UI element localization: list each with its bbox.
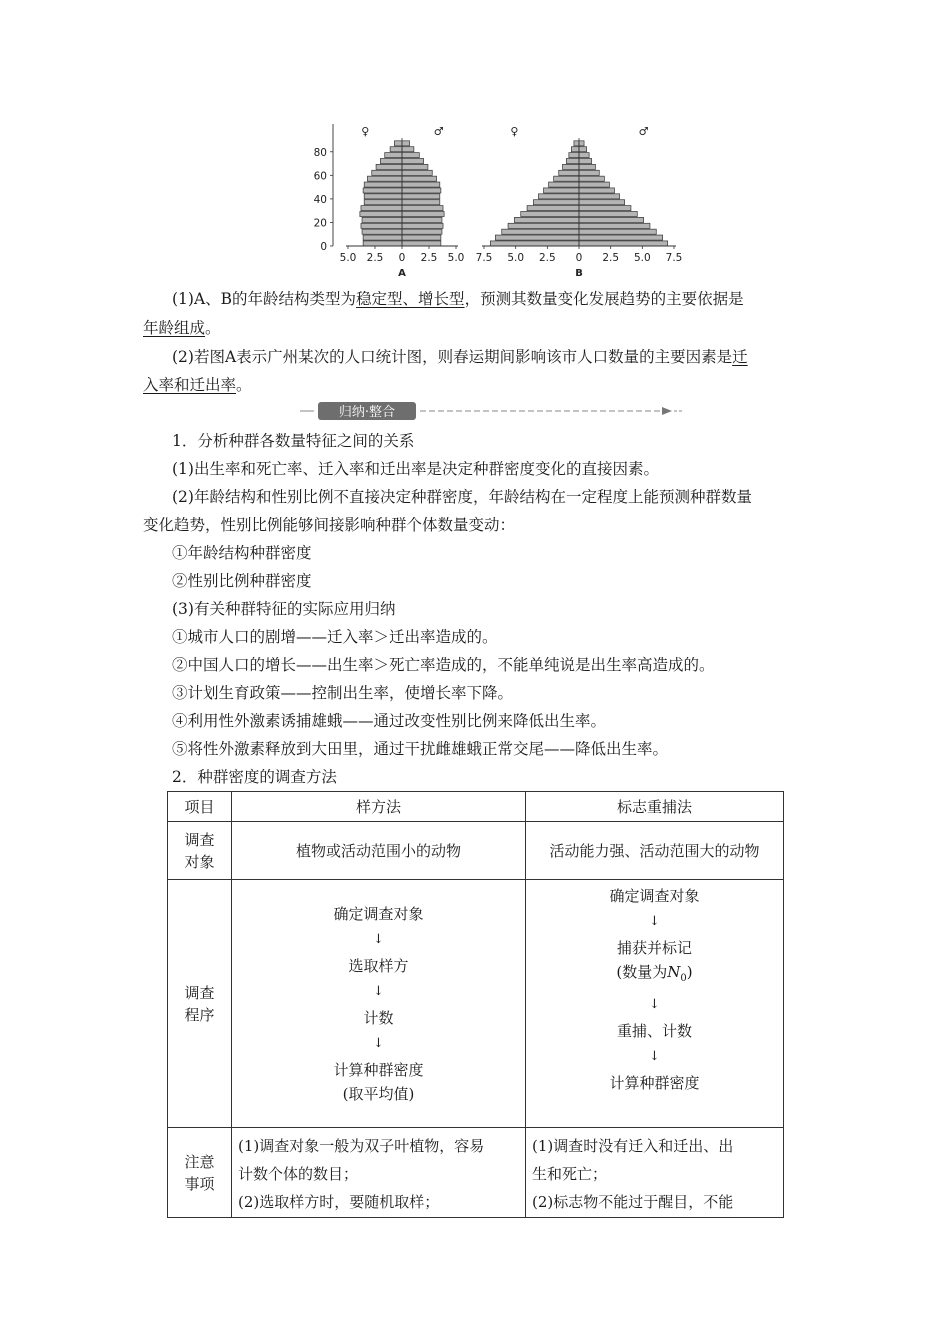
answer-2-underlined-b: 入率和迁出率 (143, 376, 237, 394)
bar-male-75 (402, 153, 419, 158)
answer-1-end: 。 (205, 319, 221, 337)
application-5: ⑤将性外激素释放到大田里，通过干扰雌雄蛾正常交尾——降低出生率。 (172, 740, 669, 758)
chart-label-A: A (398, 268, 406, 279)
x-tick-label: 0 (575, 252, 583, 264)
bar-female-40 (364, 194, 402, 199)
male-symbol-icon: ♂ (433, 125, 444, 138)
divider-arrow-icon (662, 407, 672, 415)
bar-female-70 (566, 158, 579, 163)
bar-male-65 (579, 164, 595, 169)
bar-female-45 (363, 188, 402, 193)
bar-male-85 (579, 141, 584, 146)
bar-female-45 (544, 188, 579, 193)
notes-mark-recapture (526, 1128, 784, 1218)
quadrat-step-2: 选取样方 (348, 956, 409, 975)
section-divider (300, 401, 690, 421)
bar-male-85 (402, 141, 410, 146)
bar-female-20 (362, 217, 402, 222)
application-3: ③计划生育政策——控制出生率，使增长率下降。 (172, 684, 514, 702)
bar-male-70 (579, 158, 592, 163)
note-suffix: ) (686, 963, 693, 981)
bar-female-35 (364, 200, 402, 205)
bar-male-50 (579, 182, 609, 187)
note-var: N (667, 963, 681, 981)
bar-female-15 (361, 223, 402, 228)
answer-1-line-1 (172, 288, 744, 310)
bar-male-45 (402, 188, 441, 193)
bar-male-40 (579, 194, 620, 199)
summary-para-1: (1)出生率和死亡率、迁入率和迁出率是决定种群密度变化的直接因素。 (172, 460, 659, 478)
bar-male-0 (579, 241, 668, 246)
bar-female-80 (571, 147, 579, 152)
mark-step-3: 重捕、计数 (616, 1022, 692, 1040)
male-symbol-icon: ♂ (638, 125, 649, 138)
y-tick-label: 40 (313, 193, 327, 206)
bar-male-15 (402, 223, 443, 228)
bar-male-20 (579, 217, 644, 222)
bar-male-10 (402, 229, 442, 234)
arrow-down-icon: ↓ (649, 997, 660, 1012)
x-tick-label: 7.5 (475, 252, 493, 264)
bar-female-25 (521, 211, 579, 216)
answer-2-line-1 (172, 346, 748, 368)
procedure-quadrat (232, 880, 526, 1128)
bar-female-20 (514, 217, 579, 222)
bar-female-85 (394, 141, 402, 146)
bar-male-5 (402, 235, 441, 240)
bar-male-80 (579, 147, 587, 152)
bar-female-50 (364, 182, 402, 187)
answer-1-prefix: (1)A、B的年龄结构类型为 (172, 290, 357, 308)
bar-male-35 (579, 200, 625, 205)
bar-female-5 (495, 235, 579, 240)
x-tick-label: 2.5 (602, 252, 620, 264)
bar-male-35 (402, 200, 440, 205)
y-tick-label: 0 (320, 241, 327, 253)
y-tick-label: 80 (313, 146, 327, 159)
header-item: 项目 (168, 792, 232, 822)
population-pyramid-charts (300, 118, 690, 288)
bar-female-85 (574, 141, 579, 146)
bar-male-75 (579, 153, 589, 158)
arrow-down-icon: ↓ (373, 1035, 384, 1051)
bar-female-40 (538, 194, 579, 199)
notes-quadrat-line-1: (1)调查对象一般为双子叶植物，容易 (238, 1137, 485, 1155)
bar-female-10 (362, 229, 402, 234)
summary-circle-1: ①年龄结构种群密度 (172, 544, 312, 562)
pyramid-chart-b (476, 125, 683, 279)
bar-female-55 (367, 176, 402, 181)
bar-female-65 (376, 164, 402, 169)
mark-step-2-note (616, 960, 692, 991)
divider-label: 归纳·整合 (338, 405, 396, 420)
mark-step-1: 确定调查对象 (609, 887, 700, 905)
bar-male-15 (579, 223, 650, 228)
answer-2-end: 。 (236, 376, 252, 394)
x-tick-label: 2.5 (538, 252, 556, 264)
note-prefix: (数量为 (616, 963, 668, 981)
application-2: ②中国人口的增长——出生率＞死亡率造成的，不能单纯说是出生率高造成的。 (172, 656, 715, 674)
bar-male-80 (402, 147, 414, 152)
arrow-down-icon: ↓ (373, 983, 384, 999)
bar-male-70 (402, 158, 424, 163)
summary-para-3: (3)有关种群特征的实际应用归纳 (172, 600, 396, 618)
x-tick-label: 7.5 (665, 252, 683, 264)
bar-female-70 (380, 158, 402, 163)
quadrat-step-1: 确定调查对象 (333, 904, 424, 923)
female-symbol-icon: ♀ (510, 125, 519, 138)
bar-female-50 (549, 182, 579, 187)
bar-male-40 (402, 194, 440, 199)
row-label-notes: 注意事项 (168, 1128, 232, 1218)
object-mark-recapture: 活动能力强、活动范围大的动物 (526, 822, 784, 880)
bar-female-0 (490, 241, 579, 246)
bar-female-25 (360, 211, 402, 216)
object-quadrat: 植物或活动范围小的动物 (232, 822, 526, 880)
x-tick-label: 2.5 (366, 252, 384, 264)
notes-quadrat-line-3: (2)选取样方时，要随机取样； (238, 1193, 440, 1211)
x-tick-label: 5.0 (339, 252, 357, 264)
header-mark-recapture: 标志重捕法 (526, 792, 784, 822)
bar-female-10 (502, 229, 579, 234)
table-row-procedure (168, 880, 784, 1128)
notes-mark-line-3: (2)标志物不能过于醒目，不能 (532, 1193, 734, 1211)
bar-male-25 (579, 211, 637, 216)
x-tick-label: 2.5 (420, 252, 438, 264)
bar-male-30 (402, 206, 443, 211)
row-label-object: 调查对象 (168, 822, 232, 880)
bar-male-50 (402, 182, 440, 187)
bar-male-60 (402, 170, 432, 175)
pyramid-chart-a (314, 124, 465, 279)
survey-methods-table (167, 791, 784, 1218)
bar-female-30 (527, 206, 579, 211)
quadrat-step-3: 计数 (363, 1008, 394, 1027)
application-1: ①城市人口的剧增——迁入率＞迁出率造成的。 (172, 628, 498, 646)
answer-2-underlined-a: 迁 (732, 348, 748, 366)
bar-female-80 (390, 147, 402, 152)
summary-heading-2: 2．种群密度的调查方法 (172, 768, 337, 786)
quadrat-flow (238, 902, 519, 1106)
application-4: ④利用性外激素诱捕雄蛾——通过改变性别比例来降低出生率。 (172, 712, 607, 730)
x-tick-label: 5.0 (633, 252, 651, 264)
x-tick-label: 0 (398, 252, 406, 264)
bar-male-55 (402, 176, 437, 181)
procedure-mark-recapture (526, 880, 784, 1128)
bar-female-65 (563, 164, 579, 169)
summary-circle-2: ②性别比例种群密度 (172, 572, 312, 590)
bar-male-60 (579, 170, 599, 175)
answer-2-line-2 (143, 374, 252, 396)
notes-mark-line-2: 生和死亡； (532, 1165, 608, 1183)
row-label-procedure: 调查程序 (168, 880, 232, 1128)
summary-heading-1: 1．分析种群各数量特征之间的关系 (172, 432, 415, 450)
female-symbol-icon: ♀ (361, 125, 370, 138)
y-tick-label: 60 (313, 170, 327, 183)
bar-female-15 (508, 223, 579, 228)
bar-female-60 (372, 170, 402, 175)
bar-female-5 (363, 235, 402, 240)
bar-male-20 (402, 217, 442, 222)
summary-para-2-line-1: (2)年龄结构和性别比例不直接决定种群密度，年龄结构在一定程度上能预测种群数量 (172, 488, 752, 506)
bar-female-55 (554, 176, 579, 181)
answer-1-underlined: 稳定型、增长型 (356, 290, 465, 308)
table-row-object (168, 822, 784, 880)
notes-mark-line-1: (1)调查时没有迁入和迁出、出 (532, 1137, 734, 1155)
quadrat-step-4: 计算种群密度 (333, 1060, 424, 1079)
bar-male-25 (402, 211, 444, 216)
bar-female-75 (569, 153, 579, 158)
bar-male-0 (402, 241, 441, 246)
chart-label-B: B (575, 268, 583, 279)
bar-male-45 (579, 188, 614, 193)
answer-1-underlined-2: 年龄组成 (143, 319, 206, 337)
bar-male-30 (579, 206, 631, 211)
bar-male-5 (579, 235, 663, 240)
quadrat-step-4-note: (取平均值) (342, 1084, 415, 1103)
bar-female-30 (361, 206, 402, 211)
mark-recapture-flow (532, 884, 777, 1095)
answer-2-prefix: (2)若图A表示广州某次的人口统计图，则春运期间影响该市人口数量的主要因素是 (172, 348, 733, 366)
notes-quadrat-line-2: 计数个体的数目； (238, 1165, 359, 1183)
notes-quadrat (232, 1128, 526, 1218)
x-tick-label: 5.0 (507, 252, 525, 264)
table-header-row (168, 792, 784, 822)
header-quadrat: 样方法 (232, 792, 526, 822)
bar-female-35 (533, 200, 579, 205)
table-row-notes (168, 1128, 784, 1218)
arrow-down-icon: ↓ (649, 1049, 660, 1064)
bar-female-0 (363, 241, 402, 246)
mark-step-2: 捕获并标记 (616, 939, 692, 957)
summary-para-2-line-2: 变化趋势，性别比例能够间接影响种群个体数量变动： (143, 516, 516, 534)
bar-female-60 (559, 170, 579, 175)
x-tick-label: 5.0 (447, 252, 465, 264)
arrow-down-icon: ↓ (373, 931, 384, 947)
bar-male-55 (579, 176, 604, 181)
note-sub: 0 (680, 973, 687, 984)
y-tick-label: 20 (313, 217, 327, 230)
bar-female-75 (385, 153, 402, 158)
mark-step-4: 计算种群密度 (609, 1074, 700, 1092)
answer-1-mid: ，预测其数量变化发展趋势的主要依据是 (464, 290, 744, 308)
arrow-down-icon: ↓ (649, 914, 660, 929)
bar-male-10 (579, 229, 656, 234)
answer-1-line-2 (143, 317, 221, 339)
bar-male-65 (402, 164, 428, 169)
